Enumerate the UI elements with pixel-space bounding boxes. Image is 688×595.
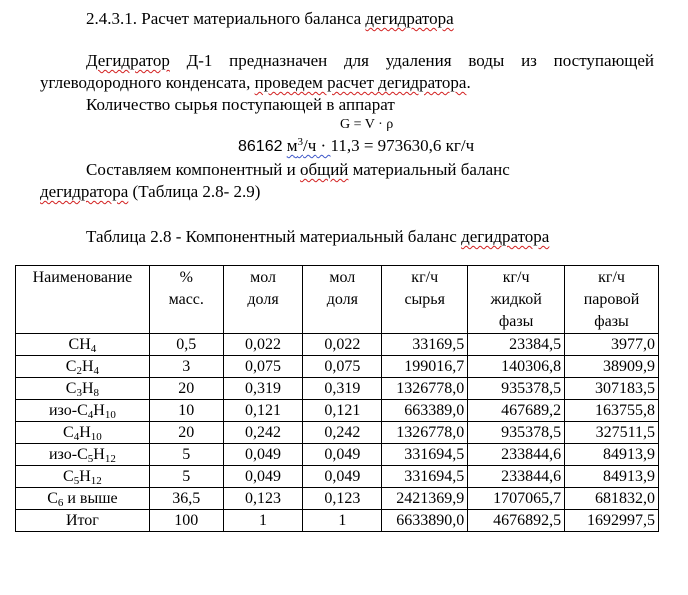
table-header-row <box>16 266 659 334</box>
cell-vapor: 327511,5 <box>565 422 659 444</box>
paragraph1-line2 <box>40 73 471 93</box>
cell-mass: 20 <box>149 378 223 400</box>
cell-feed: 663389,0 <box>382 400 468 422</box>
cell-feed: 2421369,9 <box>382 488 468 510</box>
cell-name: изо-$C_4H_{10}$ <box>16 400 150 422</box>
cell-mol1: 0,022 <box>223 334 303 356</box>
cell-vapor: 681832,0 <box>565 488 659 510</box>
cell-vapor: 1692997,5 <box>565 510 659 532</box>
paragraph2-line1 <box>86 160 510 180</box>
table-caption-prefix: Таблица 2.8 - Компонентный материальный баланс <box>86 227 462 246</box>
section-heading-prefix: 2.4.3.1. Расчет материального баланса <box>86 9 366 28</box>
cell-vapor: 84913,9 <box>565 466 659 488</box>
feed-text: Количество сырья поступающей в аппарат <box>86 95 395 114</box>
cell-mass: 3 <box>149 356 223 378</box>
calc-volume: 86162 <box>238 138 283 155</box>
cell-feed: 1326778,0 <box>382 422 468 444</box>
cell-liquid: 233844,6 <box>468 444 565 466</box>
cell-liquid: 935378,5 <box>468 378 565 400</box>
calc-unit-tail: /ч <box>303 136 317 155</box>
paragraph1-line2-end: . <box>466 73 471 92</box>
section-heading-underlined: дегидратора <box>365 9 454 28</box>
paragraph2-line2-end: (Таблица 2.8- 2.9) <box>128 182 261 201</box>
cell-name: $C_3H_8$ <box>16 378 150 400</box>
cell-mol1: 0,123 <box>223 488 303 510</box>
paragraph1-line2-underlined: проведем расчет дегидратора <box>254 73 467 92</box>
calc-unit-main: м <box>286 136 298 155</box>
cell-mol2: 0,049 <box>303 444 382 466</box>
header-mol-fraction-1: мол доля <box>223 266 303 334</box>
cell-mol2: 1 <box>303 510 382 532</box>
cell-vapor: 84913,9 <box>565 444 659 466</box>
header-vapor: кг/ч паровой фазы <box>565 266 659 334</box>
table-row <box>16 466 659 488</box>
cell-feed: 1326778,0 <box>382 378 468 400</box>
cell-mol1: 0,075 <box>223 356 303 378</box>
header-mol-fraction-2: мол доля <box>303 266 382 334</box>
cell-mol2: 0,123 <box>303 488 382 510</box>
cell-mol2: 0,121 <box>303 400 382 422</box>
cell-mass: 100 <box>149 510 223 532</box>
cell-feed: 6633890,0 <box>382 510 468 532</box>
cell-liquid: 233844,6 <box>468 466 565 488</box>
header-name: Наименование <box>16 266 150 334</box>
table-row <box>16 378 659 400</box>
cell-feed: 33169,5 <box>382 334 468 356</box>
cell-name: $CH_4$ <box>16 334 150 356</box>
calculation-line <box>238 136 474 156</box>
cell-feed: 199016,7 <box>382 356 468 378</box>
cell-mol1: 0,121 <box>223 400 303 422</box>
cell-mass: 5 <box>149 466 223 488</box>
paragraph2-line1-b: материальный баланс <box>348 160 510 179</box>
calc-operator: · <box>316 136 331 155</box>
calc-rest: 11,3 = 973630,6 кг/ч <box>330 136 475 155</box>
table-row <box>16 422 659 444</box>
cell-mol2: 0,049 <box>303 466 382 488</box>
cell-mass: 5 <box>149 444 223 466</box>
cell-name: Итог <box>16 510 150 532</box>
cell-mol2: 0,319 <box>303 378 382 400</box>
cell-mass: 20 <box>149 422 223 444</box>
cell-vapor: 163755,8 <box>565 400 659 422</box>
table-caption-underlined: дегидратора <box>461 227 550 246</box>
formula-text: G = V · ρ <box>340 117 394 132</box>
header-liquid: кг/ч жидкой фазы <box>468 266 565 334</box>
paragraph2-underlined-general: общий <box>299 160 349 179</box>
section-heading <box>86 9 454 29</box>
header-mass-percent: % масс. <box>149 266 223 334</box>
cell-mol1: 0,319 <box>223 378 303 400</box>
cell-mol1: 0,242 <box>223 422 303 444</box>
table-row <box>16 334 659 356</box>
table-row <box>16 356 659 378</box>
table-row <box>16 400 659 422</box>
cell-vapor: 3977,0 <box>565 334 659 356</box>
cell-liquid: 467689,2 <box>468 400 565 422</box>
table-row <box>16 488 659 510</box>
cell-mol2: 0,022 <box>303 334 382 356</box>
cell-liquid: 23384,5 <box>468 334 565 356</box>
table-row-total <box>16 510 659 532</box>
cell-liquid: 4676892,5 <box>468 510 565 532</box>
cell-mass: 0,5 <box>149 334 223 356</box>
cell-mol1: 0,049 <box>223 444 303 466</box>
cell-liquid: 1707065,7 <box>468 488 565 510</box>
header-feed: кг/ч сырья <box>382 266 468 334</box>
paragraph1-line1-rest: Д-1 предназначен для удаления воды из поступающей <box>169 51 654 70</box>
cell-name: $C_5H_{12}$ <box>16 466 150 488</box>
paragraph1-word: Дегидратор <box>86 51 170 70</box>
paragraph1-line1 <box>86 51 654 71</box>
cell-name: $C_4H_{10}$ <box>16 422 150 444</box>
cell-vapor: 307183,5 <box>565 378 659 400</box>
balance-table <box>15 265 659 532</box>
paragraph2-line2 <box>40 182 260 202</box>
calc-unit <box>287 136 331 155</box>
paragraph2-underlined-dehydrator: дегидратора <box>40 182 129 201</box>
cell-vapor: 38909,9 <box>565 356 659 378</box>
paragraph2-line1-a: Составляем компонентный и <box>86 160 300 179</box>
cell-feed: 331694,5 <box>382 444 468 466</box>
cell-mol1: 1 <box>223 510 303 532</box>
paragraph1-line2-start: углеводородного конденсата, <box>40 73 255 92</box>
cell-liquid: 140306,8 <box>468 356 565 378</box>
table-row <box>16 444 659 466</box>
table-caption <box>86 227 549 247</box>
cell-mol2: 0,242 <box>303 422 382 444</box>
cell-mass: 36,5 <box>149 488 223 510</box>
cell-name: $C_6$ и выше <box>16 488 150 510</box>
cell-name: $C_2H_4$ <box>16 356 150 378</box>
cell-mol1: 0,049 <box>223 466 303 488</box>
cell-liquid: 935378,5 <box>468 422 565 444</box>
calc-unit-exp: 3 <box>297 136 304 148</box>
cell-mol2: 0,075 <box>303 356 382 378</box>
cell-feed: 331694,5 <box>382 466 468 488</box>
cell-mass: 10 <box>149 400 223 422</box>
cell-name: изо-$C_5H_{12}$ <box>16 444 150 466</box>
